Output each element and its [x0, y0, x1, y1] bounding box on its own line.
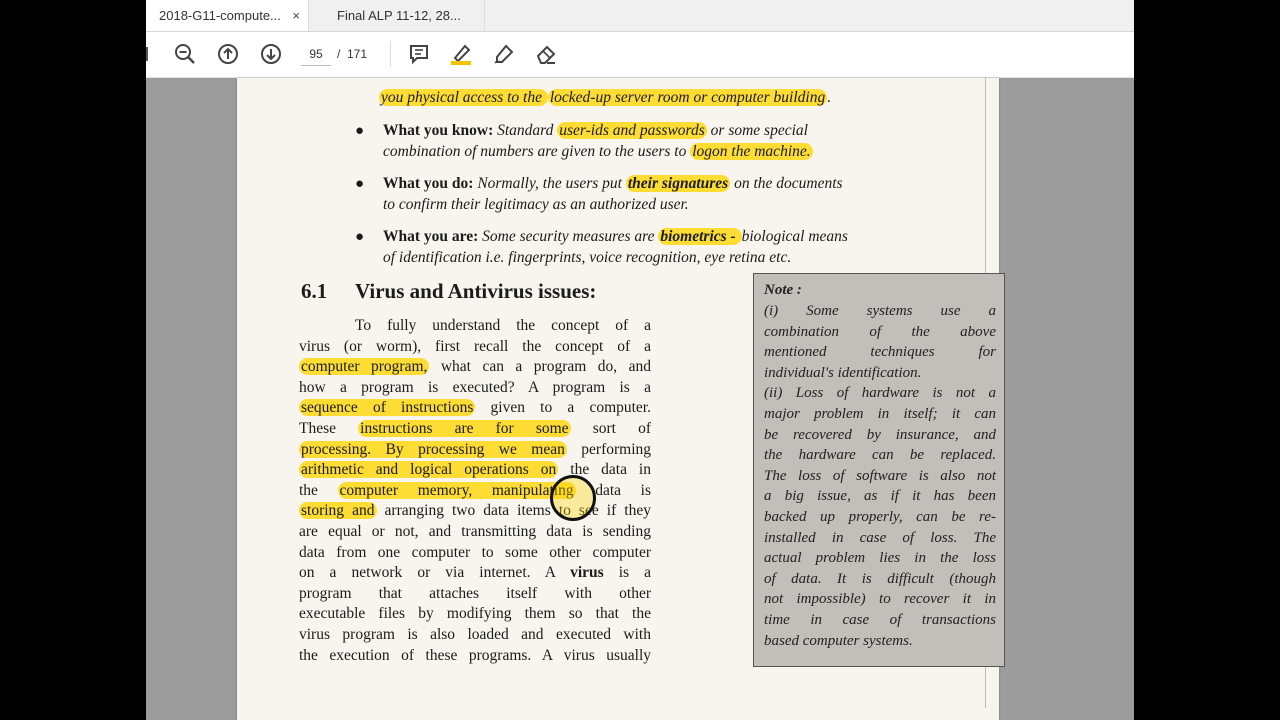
- tab-active-document[interactable]: [146, 0, 309, 31]
- highlighted-text: computer memory, manipulating: [339, 481, 574, 499]
- note-line: major problem in itself; it can: [764, 406, 996, 422]
- note-line: mentioned techniques for: [764, 344, 996, 361]
- pdf-viewer-window: [146, 0, 1134, 720]
- note-line: a big issue, as if it has been: [764, 488, 996, 505]
- note-box: [753, 273, 1005, 667]
- body-text-line: To fully understand the concept of a: [355, 317, 651, 334]
- note-line: of data. It is difficult (though: [764, 570, 996, 587]
- highlighted-text: user-ids and passwords: [559, 122, 705, 139]
- body-text-line: the execution of these programs. A virus usually: [299, 646, 651, 664]
- note-line: individual's identification.: [764, 364, 922, 381]
- bullet-icon: ●: [355, 176, 365, 192]
- note-line: time in case of transactions: [764, 612, 996, 628]
- section-number: 6.1: [301, 279, 328, 303]
- text-line: to confirm their legitimacy as an authorized user.: [383, 196, 689, 213]
- text-line: of identification i.e. fingerprints, voice recognition, eye retina etc.: [383, 249, 792, 266]
- body-text-line: storing and arranging two data items to see if they: [301, 502, 651, 520]
- text-line: What you are: Some security measures are biometrics - biological means: [383, 228, 848, 245]
- note-line: combination of the above: [764, 323, 996, 340]
- text-line: What you know: Standard user-ids and passwords or some special: [383, 122, 808, 139]
- page-down-icon[interactable]: [259, 42, 283, 66]
- zoom-out-icon[interactable]: [173, 42, 197, 66]
- highlighted-text: arithmetic and logical operations on: [301, 461, 557, 479]
- body-text-line: are equal or not, and transmitting data is sending: [299, 523, 651, 540]
- note-line: installed in case of loss. The: [764, 529, 996, 546]
- tab-label: Final ALP 11-12, 28...: [337, 8, 461, 23]
- toolbar-divider: [390, 41, 391, 67]
- text-line: combination of numbers are given to the users to logon the machine.: [383, 143, 811, 160]
- section-title: Virus and Antivirus issues:: [355, 279, 597, 303]
- body-text-line: virus (or worm), first recall the concept of a: [299, 337, 651, 355]
- note-line: actual problem lies in the loss: [764, 550, 996, 567]
- highlighted-text: instructions are for some: [360, 420, 569, 437]
- note-line: (ii) Loss of hardware is not a: [764, 385, 996, 402]
- note-line: be recovered by insurance, and: [764, 426, 996, 443]
- cursor-pointer-icon: [550, 475, 596, 521]
- comment-icon[interactable]: [407, 42, 431, 66]
- highlighted-text: storing and: [301, 502, 375, 520]
- tab-second-document[interactable]: [309, 0, 485, 31]
- body-text-line: processing. By processing we mean performing: [301, 440, 652, 458]
- highlighted-text: processing. By processing we mean: [301, 440, 565, 458]
- draw-icon[interactable]: [492, 42, 516, 66]
- note-line: based computer systems.: [764, 632, 913, 649]
- highlighted-text: you physical access to the: [381, 89, 546, 106]
- page-separator: /: [337, 47, 341, 61]
- body-text-line: the computer memory, manipulating data is: [299, 481, 651, 499]
- body-text-line: virus program is also loaded and executed with: [299, 626, 651, 643]
- document-page: [237, 78, 999, 720]
- body-text-line: how a program is executed? A program is a: [299, 378, 651, 396]
- tab-bar: [146, 0, 1134, 32]
- sidebar-handle-icon[interactable]: [146, 42, 164, 66]
- erase-icon[interactable]: [534, 42, 558, 66]
- highlighted-text: sequence of instructions: [301, 399, 474, 417]
- body-text-line: These instructions are for some sort of: [299, 420, 651, 437]
- highlighted-text: locked-up server room or computer building: [549, 89, 826, 106]
- tab-label: 2018-G11-compute...: [159, 8, 281, 23]
- body-text-line: program that attaches itself with other: [299, 584, 651, 602]
- note-line: backed up properly, can be re-: [764, 509, 996, 525]
- tab-close-icon[interactable]: ×: [292, 8, 300, 23]
- body-text-line: executable files by modifying them so that the: [299, 605, 651, 623]
- body-text-line: data from one computer to some other computer: [299, 543, 651, 561]
- highlighted-text: logon the machine.: [692, 143, 811, 160]
- highlighted-text: computer program,: [301, 358, 428, 376]
- bullet-icon: ●: [355, 123, 365, 139]
- note-line: not impossible) to recover it in: [764, 591, 996, 608]
- bullet-icon: ●: [355, 229, 365, 245]
- text-line: you physical access to the locked-up server room or computer building .: [381, 89, 832, 106]
- text-line: What you do: Normally, the users put their signatures on the documents: [383, 175, 843, 192]
- page-number-input[interactable]: [301, 43, 331, 66]
- body-text-line: arithmetic and logical operations on the data in: [301, 461, 651, 479]
- note-heading: Note :: [764, 282, 802, 298]
- body-text-line: sequence of instructions given to a computer.: [301, 399, 651, 417]
- highlighted-text: biometrics -: [660, 228, 740, 245]
- highlight-icon[interactable]: [449, 42, 473, 66]
- page-up-icon[interactable]: [216, 42, 240, 66]
- body-text-line: on a network or via internet. A virus is a: [299, 564, 652, 582]
- total-pages: 171: [347, 47, 368, 61]
- note-line: the hardware can be replaced.: [764, 447, 996, 464]
- toolbar: [146, 32, 1134, 78]
- note-line: (i) Some systems use a: [764, 303, 996, 319]
- body-text-line: computer program, what can a program do, and: [301, 358, 651, 376]
- highlighted-text: their signatures: [627, 175, 729, 192]
- note-line: The loss of software is also not: [764, 467, 996, 484]
